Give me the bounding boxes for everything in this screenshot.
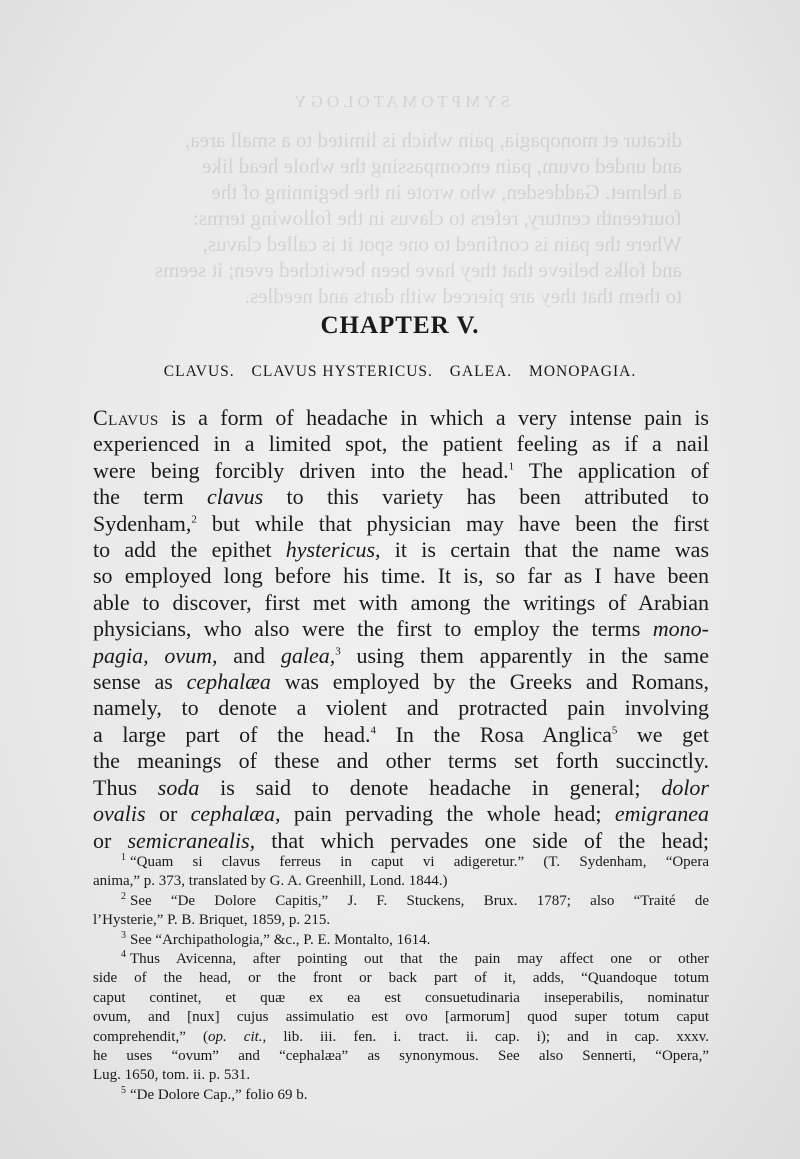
chapter-title: CHAPTER V. xyxy=(320,312,480,339)
text-line xyxy=(93,828,709,854)
italic-term: galea, xyxy=(280,642,336,668)
footnote-line: caput continet, et quæ ex ea est consuetudinaria inseperabilis, nominatur xyxy=(93,989,709,1006)
chapter-subtitle xyxy=(0,363,800,381)
text-line xyxy=(93,405,709,431)
italic-term: emigranea xyxy=(614,801,709,827)
text-line: experienced in a limited spot, the patient feeling as if a nail xyxy=(93,431,709,457)
footnote-3 xyxy=(93,931,709,950)
text-span: were being forcibly driven into the head. xyxy=(93,457,509,483)
footnote-number: 3 xyxy=(121,929,126,941)
bleed-line xyxy=(231,308,682,310)
footnote-text: “De Dolore Cap.,” folio 69 b. xyxy=(130,1086,308,1103)
footnote-2 xyxy=(93,892,709,911)
text-line xyxy=(93,616,709,642)
italic-term: ovalis xyxy=(93,801,146,827)
text-span: sense as xyxy=(93,669,187,695)
bleed-through-text xyxy=(0,0,800,310)
text-span: was employed by the Greeks and Romans, xyxy=(270,669,709,695)
footnote-line: he uses “ovum” and “cephalæa” as synonymous. See also Sennerti, “Opera,” xyxy=(93,1048,709,1065)
footnote-text: See “De Dolore Capitis,” J. F. Stuckens, Brux. 1787; also “Traité de xyxy=(130,892,709,909)
text-span: physicians, who also were the first to employ the terms xyxy=(93,616,653,642)
footnotes xyxy=(93,853,709,1105)
text-line xyxy=(93,484,709,510)
bleed-line: a helmet. Gaddesden, who wrote in the beginning of the xyxy=(211,180,682,204)
text-line xyxy=(93,801,709,827)
text-line: the meanings of these and other terms set forth succinctly. xyxy=(93,748,709,774)
text-span: The application of xyxy=(514,457,709,483)
text-span: it is certain that the name was xyxy=(380,537,710,563)
footnote-line: l’Hysterie,” P. B. Briquet, 1859, p. 215. xyxy=(93,912,331,929)
text-line: so employed long before his time. It is, so far as I have been xyxy=(93,563,709,589)
italic-term: mono- xyxy=(652,616,709,642)
footnote-number: 1 xyxy=(121,852,126,863)
text-line: able to discover, first met with among the writings of Arabian xyxy=(93,589,709,615)
italic-term: hystericus, xyxy=(285,537,381,563)
footnote-5 xyxy=(93,1086,709,1105)
text-span: pain pervading the whole head; xyxy=(280,801,615,827)
footnote-text: “Quam si clavus ferreus in caput vi adigeretur.” (T. Sydenham, “Opera xyxy=(130,854,709,870)
footnote-ref: 5 xyxy=(611,724,618,737)
footnote-text: lib. iii. fen. i. tract. ii. cap. i); and in cap. xxxv. xyxy=(266,1028,710,1045)
text-span: to this variety has been attributed to xyxy=(263,484,709,510)
footnote-ref: 1 xyxy=(508,460,515,473)
text-span: is a form of headache in which a very intense pain is xyxy=(158,405,709,430)
subtitle-monopagia: MONOPAGIA. xyxy=(529,363,637,380)
text-span: or xyxy=(145,801,191,827)
italic-term: clavus xyxy=(206,484,264,510)
bleed-line: fourteenth century, refers to clavus in the following terms: xyxy=(192,206,682,230)
subtitle-galea: GALEA. xyxy=(449,363,513,380)
lead-word: Clavus xyxy=(93,405,159,430)
text-span: to add the epithet xyxy=(93,537,286,563)
bleed-line: to them that they are pierced with darts and needles. xyxy=(244,284,682,308)
footnote-line xyxy=(93,1028,709,1047)
footnote-line: ovum, and [nux] cujus assimulatio est ovo [armorum] quod super totum caput xyxy=(93,1009,709,1026)
italic-term: cephalæa, xyxy=(190,801,281,827)
text-span: a large part of the head. xyxy=(93,721,371,747)
italic-term: pagia, ovum, xyxy=(93,642,218,668)
text-span: we get xyxy=(617,721,710,747)
italic-term: semicranealis, xyxy=(127,827,256,853)
text-span: In the Rosa Anglica xyxy=(376,721,612,747)
italic-term: dolor xyxy=(661,774,709,800)
footnote-number: 5 xyxy=(121,1084,126,1096)
body-paragraph xyxy=(93,405,709,854)
italic-term: soda xyxy=(157,774,200,800)
text-line xyxy=(93,537,709,563)
text-line xyxy=(93,775,709,801)
text-span: is said to denote headache in general; xyxy=(199,774,662,800)
footnote-line: Lug. 1650, tom. ii. p. 531. xyxy=(93,1067,251,1084)
text-span: or xyxy=(93,827,128,853)
footnote-ref: 4 xyxy=(370,724,377,737)
footnote-4 xyxy=(93,950,709,969)
subtitle-clavus: CLAVUS. xyxy=(163,363,235,380)
bleed-line: and folks believe that they have been bewitched even; it seems xyxy=(154,258,682,282)
italic-term: cephalæa xyxy=(186,669,271,695)
footnote-1 xyxy=(93,853,709,872)
subtitle-clavus-hystericus: CLAVUS HYSTERICUS. xyxy=(251,363,433,380)
text-span: that which pervades one side of the head; xyxy=(255,827,709,853)
footnote-ref: 2 xyxy=(191,513,197,526)
text-line xyxy=(93,669,709,695)
text-span: using them apparently in the same xyxy=(340,642,710,668)
text-line xyxy=(93,643,709,669)
footnote-ref: 3 xyxy=(335,645,341,658)
text-span: Sydenham, xyxy=(93,510,192,536)
footnote-text: Thus Avicenna, after pointing out that the pain may affect one or other xyxy=(130,951,709,968)
footnote-text: See “Archipathologia,” &c., P. E. Montalto, 1614. xyxy=(130,931,431,948)
bleed-header: SYMPTOMATOLOGY xyxy=(290,92,510,111)
footnote-text: comprehendit,” ( xyxy=(93,1028,208,1045)
text-span: Thus xyxy=(93,774,158,800)
footnote-line: side of the head, or the front or back part of it, adds, “Quandoque totum xyxy=(93,970,709,987)
footnote-line: anima,” p. 373, translated by G. A. Greenhill, Lond. 1844.) xyxy=(93,873,448,890)
text-line xyxy=(93,458,709,484)
footnote-number: 2 xyxy=(121,890,126,902)
bleed-line: and unded ovum, pain encompassing the whole head like xyxy=(202,154,682,178)
text-span: the term xyxy=(93,484,207,510)
bleed-line: Where the pain is confined to one spot it is called clavus, xyxy=(202,232,682,256)
text-span: and xyxy=(217,642,281,668)
text-line xyxy=(93,722,709,748)
bleed-line: dicatur et monopagia, pain which is limited to a small area, xyxy=(185,128,682,152)
text-span: but while that physician may have been the first xyxy=(196,510,709,536)
italic-term: op. cit., xyxy=(207,1028,267,1045)
text-line xyxy=(93,511,709,537)
footnote-number: 4 xyxy=(121,949,126,961)
text-line: namely, to denote a violent and protracted pain involving xyxy=(93,695,709,721)
